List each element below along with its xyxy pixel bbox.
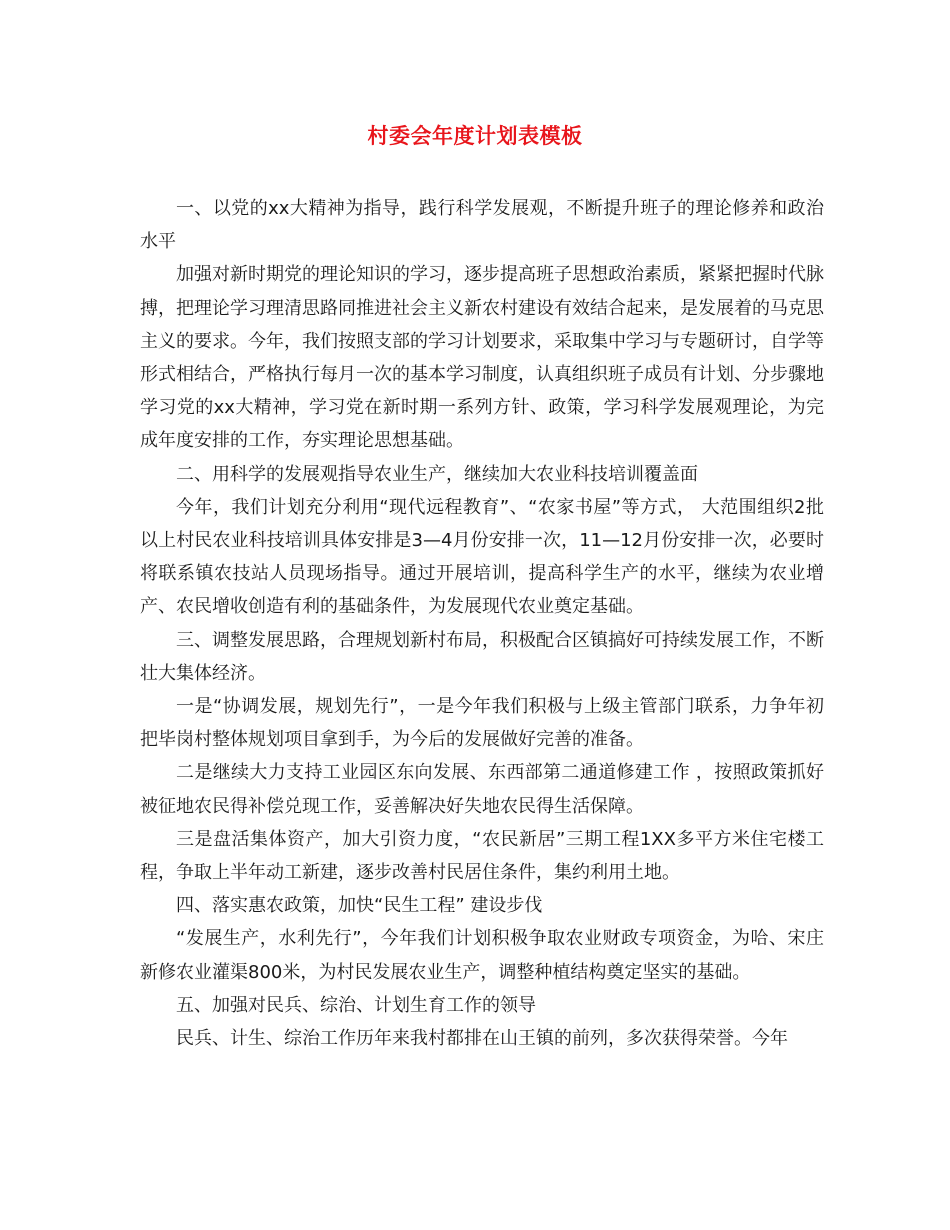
section-heading-1: 一、以党的xx大精神为指导，践行科学发展观，不断提升班子的理论修养和政治水平 xyxy=(140,198,824,253)
section-heading-5: 五、加强对民兵、综治、计划生育工作的领导 xyxy=(176,994,536,1016)
body-paragraph: 民兵、计生、综治工作历年来我村都排在山王镇的前列，多次获得荣誉。今年 xyxy=(176,1028,788,1050)
body-paragraph: 今年，我们计划充分利用“现代远程教育”、“农家书屋”等方式， 大范围组织2批以上村民农业科技培训具体安排是3—4月份安排一次，11—12月份安排一次，必要时将联系镇农技站人员现场指导。通过开展培训，提高科学生产的水平，继续为农业增产、农民增收创造有利的基础条件，为发展现代农业奠定基础。 xyxy=(140,496,824,618)
body-paragraph: 二是继续大力支持工业园区东向发展、东西部第二通道修建工作 ，按照政策抓好被征地农民得补偿兑现工作，妥善解决好失地农民得生活保障。 xyxy=(140,762,824,817)
document-body xyxy=(140,192,824,1055)
document-title: 村委会年度计划表模板 xyxy=(367,123,583,148)
section-heading-4: 四、落实惠农政策，加快“民生工程” 建设步伐 xyxy=(176,895,543,917)
body-paragraph: 三是盘活集体资产，加大引资力度，“农民新居”三期工程1XX多平方米住宅楼工程，争取上半年动工新建，逐步改善村民居住条件，集约利用土地。 xyxy=(140,828,824,884)
section-heading-2: 二、用科学的发展观指导农业生产，继续加大农业科技培训覆盖面 xyxy=(176,463,698,485)
body-paragraph: 加强对新时期党的理论知识的学习，逐步提高班子思想政治素质，紧紧把握时代脉搏，把理论学习理清思路同推进社会主义新农村建设有效结合起来，是发展着的马克思主义的要求。今年，我们按照支部的学习计划要求，采取集中学习与专题研讨，自学等形式相结合，严格执行每月一次的基本学习制度，认真组织班子成员有计划、分步骤地学习党的xx大精神，学习党在新时期一系列方针、政策，学习科学发展观理论，为完成年度安排的工作，夯实理论思想基础。 xyxy=(140,264,824,452)
body-paragraph: “发展生产，水利先行”，今年我们计划积极争取农业财政专项资金，为哈、宋庄新修农业灌渠800米，为村民发展农业生产，调整种植结构奠定坚实的基础。 xyxy=(140,928,824,983)
body-paragraph: 一是“协调发展，规划先行”，一是今年我们积极与上级主管部门联系，力争年初把毕岗村整体规划项目拿到手，为今后的发展做好完善的准备。 xyxy=(140,696,824,751)
section-heading-3: 三、调整发展思路，合理规划新村布局，积极配合区镇搞好可持续发展工作，不断壮大集体经济。 xyxy=(140,629,824,684)
